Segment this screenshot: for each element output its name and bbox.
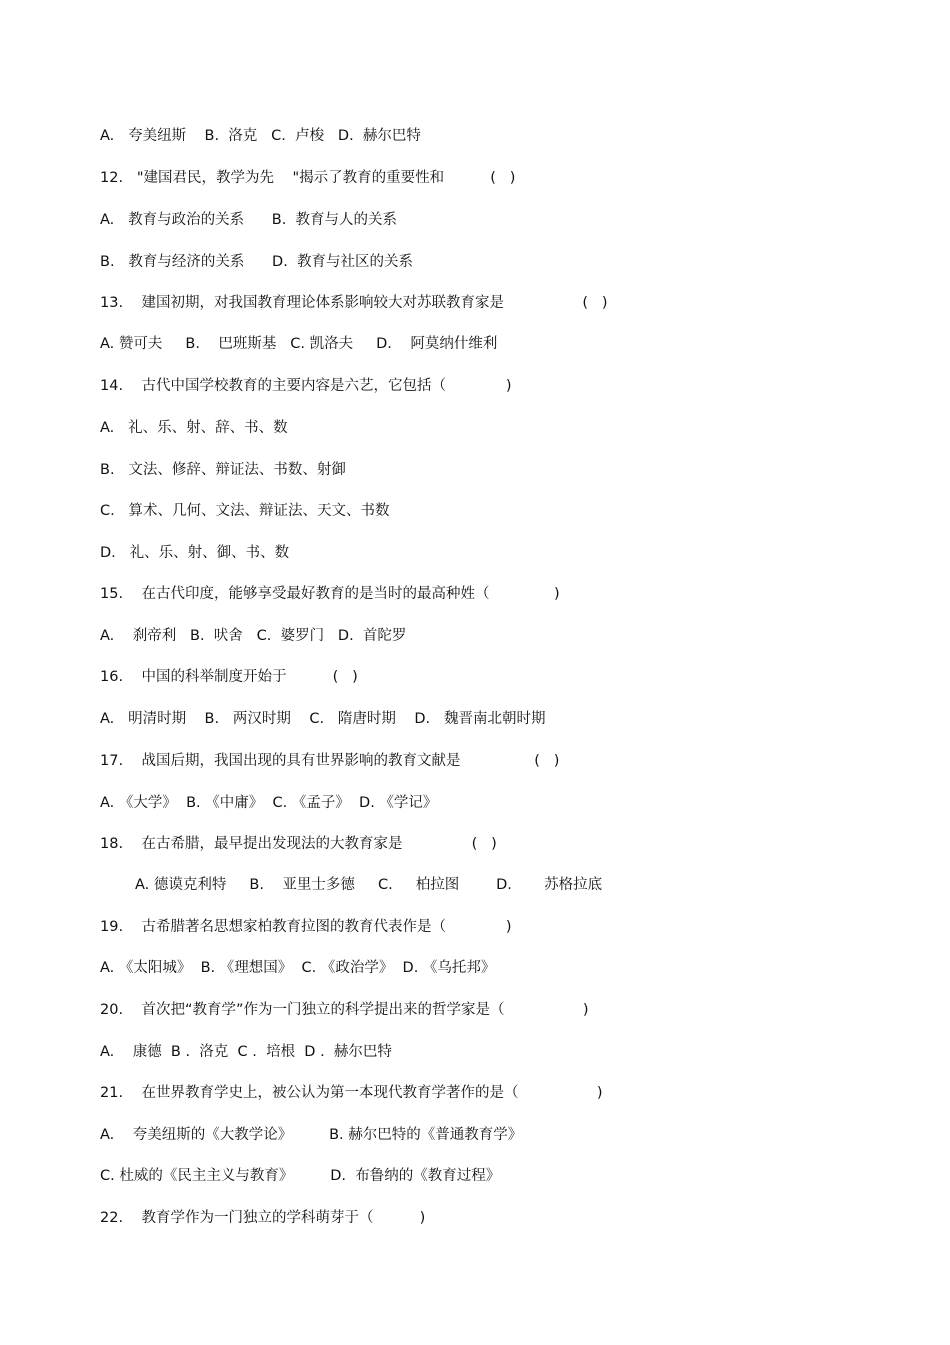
q13-options: A. 赞可夫 B. 巴班斯基 C. 凯洛夫 D. 阿莫纳什维利 (100, 336, 498, 352)
q19-options: A. 《太阳城》 B. 《理想国》 C. 《政治学》 D. 《乌托邦》 (100, 960, 496, 976)
q18-stem: 18. 在古希腊，最早提出发现法的大教育家是 ( ) (100, 836, 497, 852)
q20-stem: 20. 首次把“教育学”作为一门独立的科学提出来的哲学家是（ ) (100, 1002, 589, 1018)
q12-stem: 12. "建国君民，教学为先 "揭示了教育的重要性和 ( ) (100, 170, 516, 186)
q21-stem: 21. 在世界教育学史上，被公认为第一本现代教育学著作的是（ ) (100, 1085, 603, 1101)
q11-options: A. 夸美纽斯 B. 洛克 C. 卢梭 D. 赫尔巴特 (100, 128, 421, 144)
q14-option-a: A. 礼、乐、射、辞、书、数 (100, 420, 288, 436)
q17-stem: 17. 战国后期，我国出现的具有世界影响的教育文献是 ( ) (100, 753, 560, 769)
q14-option-b: B. 文法、修辞、辩证法、书数、射御 (100, 462, 346, 478)
q14-option-d: D. 礼、乐、射、御、书、数 (100, 545, 290, 561)
q20-options: A. 康德 B . 洛克 C . 培根 D . 赫尔巴特 (100, 1044, 392, 1060)
q17-options: A. 《大学》 B. 《中庸》 C. 《孟子》 D. 《学记》 (100, 795, 438, 811)
q22-stem: 22. 教育学作为一门独立的学科萌芽于（ ) (100, 1210, 426, 1226)
q16-options: A. 明清时期 B. 两汉时期 C. 隋唐时期 D. 魏晋南北朝时期 (100, 711, 546, 727)
q13-stem: 13. 建国初期，对我国教育理论体系影响较大对苏联教育家是 ( ) (100, 295, 608, 311)
q12-options-ab: A. 教育与政治的关系 B. 教育与人的关系 (100, 212, 398, 228)
q21-options-ab: A. 夸美纽斯的《大教学论》 B. 赫尔巴特的《普通教育学》 (100, 1127, 523, 1143)
q19-stem: 19. 古希腊著名思想家柏教育拉图的教育代表作是（ ) (100, 919, 512, 935)
q14-stem: 14. 古代中国学校教育的主要内容是六艺，它包括（ ) (100, 378, 512, 394)
q14-option-c: C. 算术、几何、文法、辩证法、天文、书数 (100, 503, 390, 519)
q15-options: A. 刹帝利 B. 吠舍 C. 婆罗门 D. 首陀罗 (100, 628, 407, 644)
q21-options-cd: C. 杜威的《民主主义与教育》 D. 布鲁纳的《教育过程》 (100, 1168, 501, 1184)
q16-stem: 16. 中国的科举制度开始于 ( ) (100, 669, 358, 685)
q18-options: A. 德谟克利特 B. 亚里士多德 C. 柏拉图 D. 苏格拉底 (135, 877, 603, 893)
q15-stem: 15. 在古代印度，能够享受最好教育的是当时的最高种姓（ ) (100, 586, 560, 602)
q12-options-cd: B. 教育与经济的关系 D. 教育与社区的关系 (100, 254, 414, 270)
